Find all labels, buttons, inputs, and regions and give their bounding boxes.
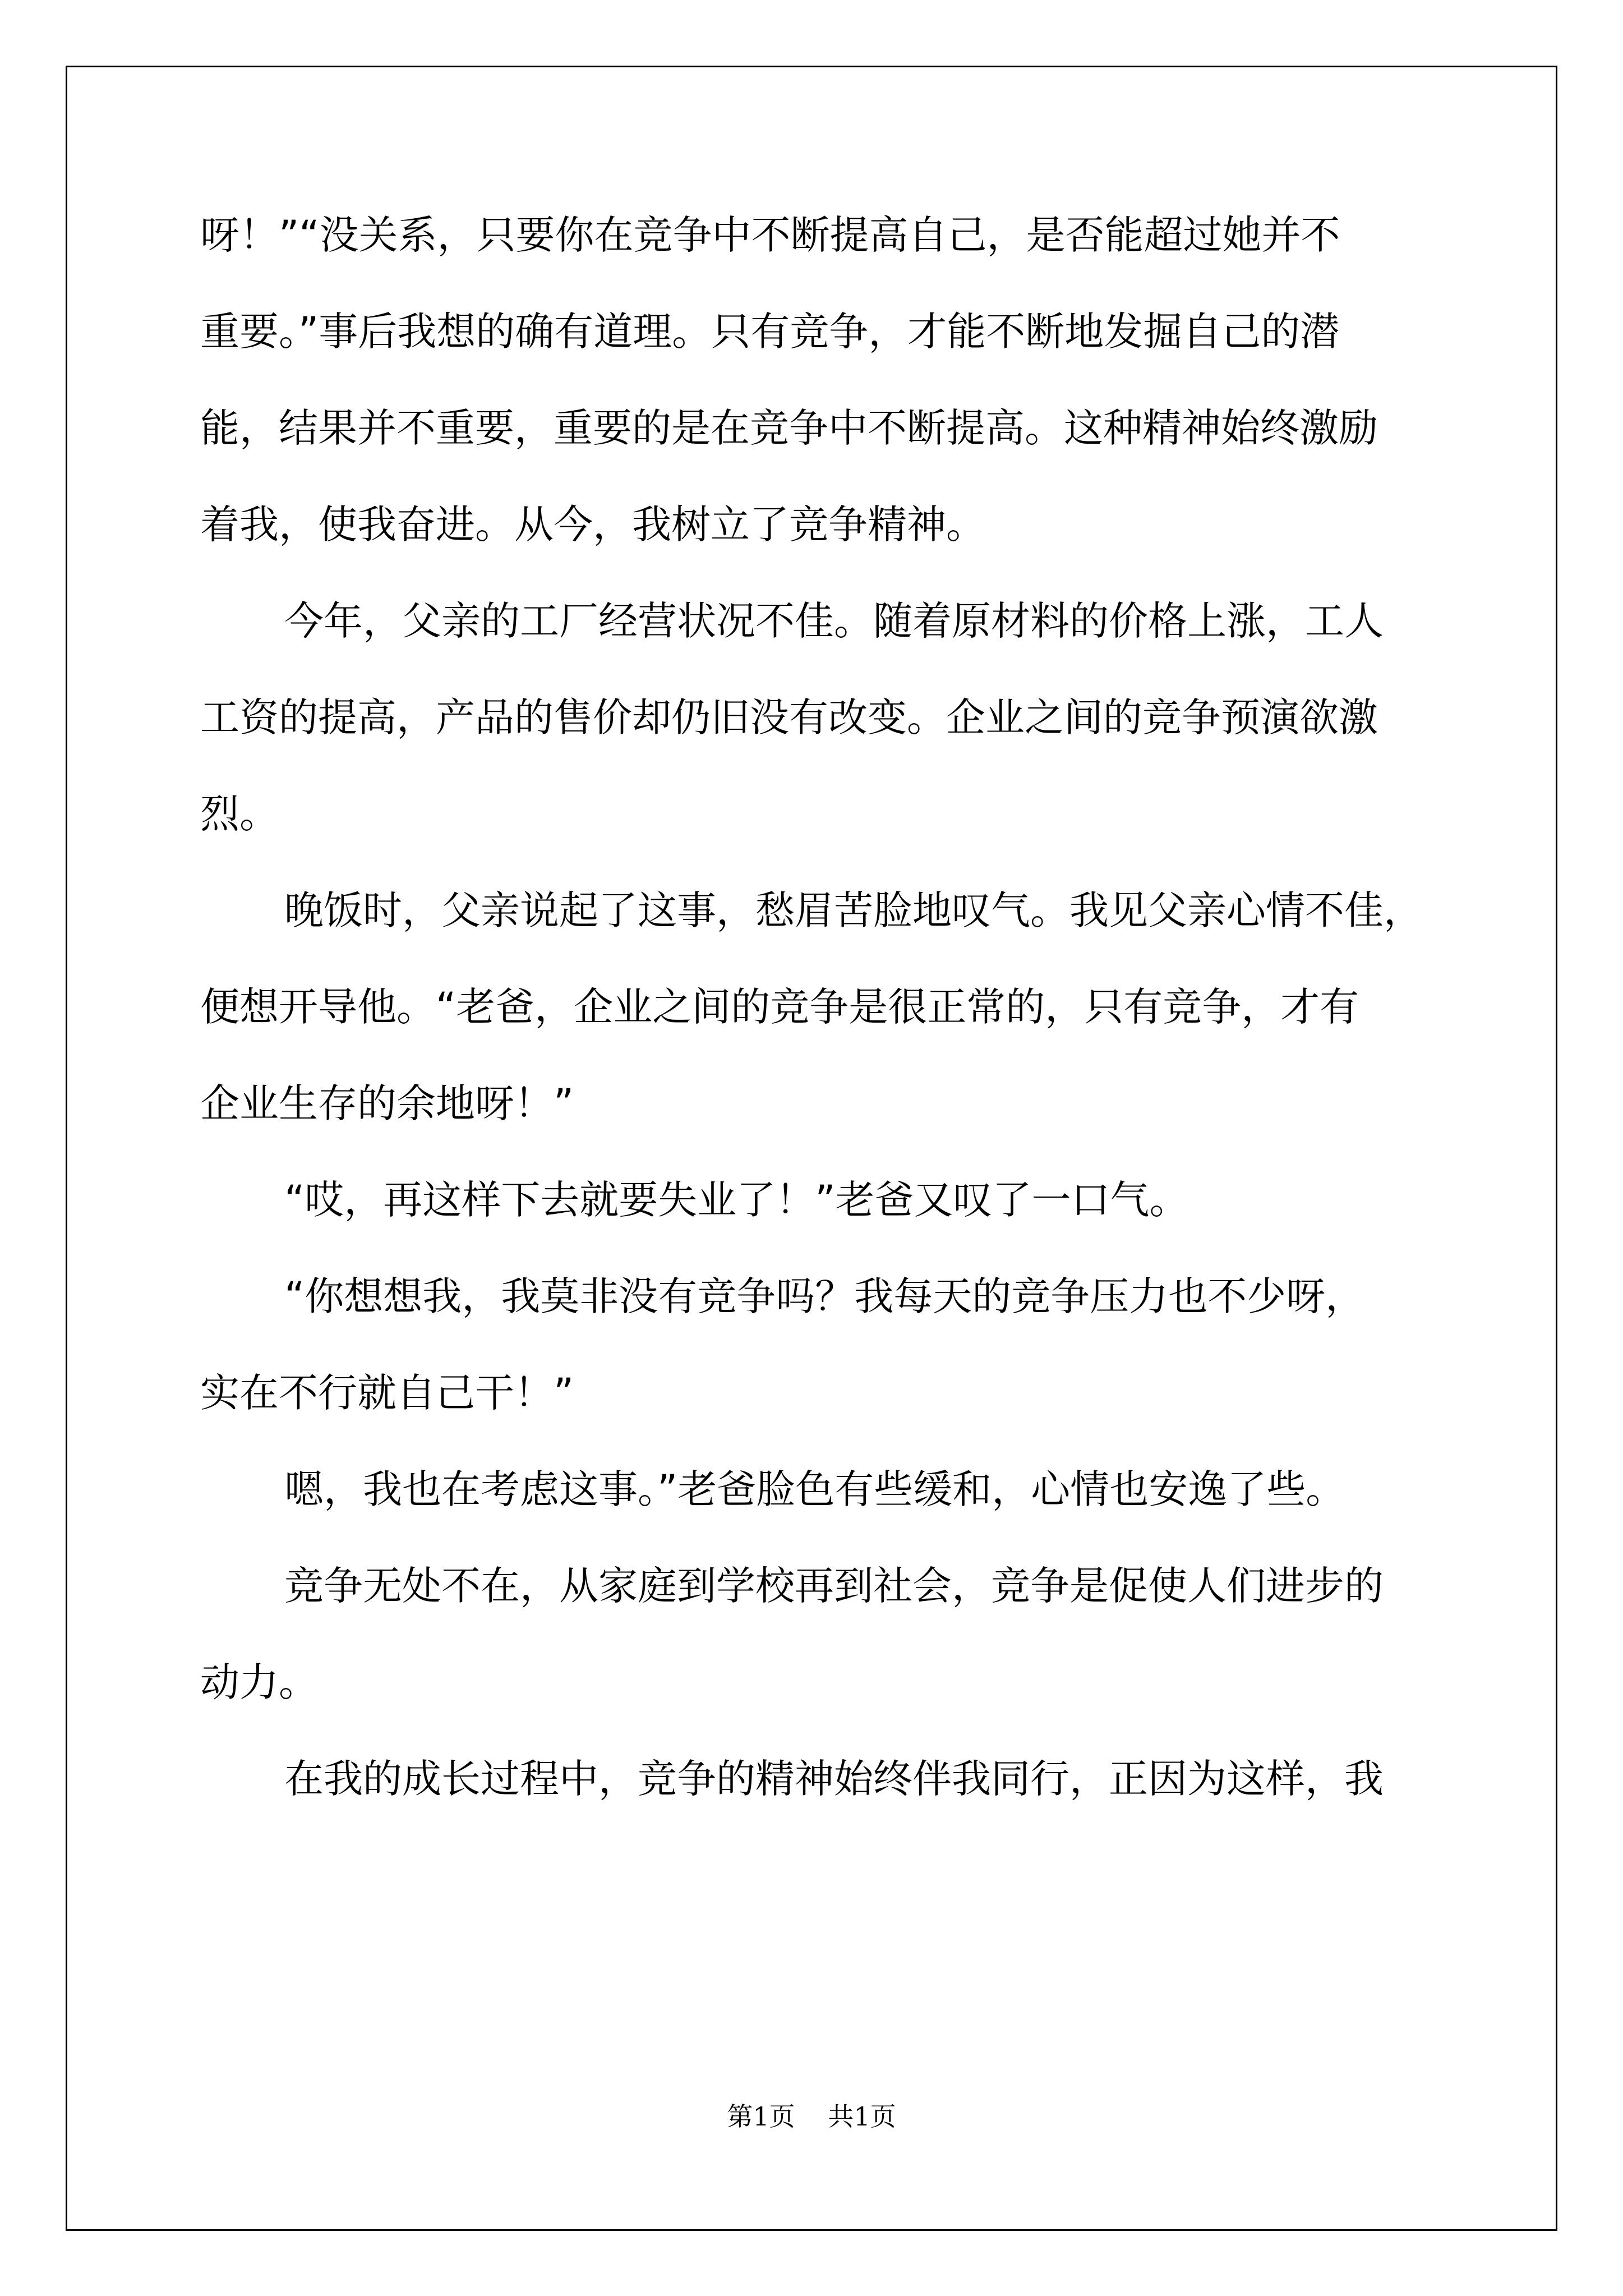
text-line: 着我，使我奋进。从今，我树立了竞争精神。 [200,501,985,547]
text-line: “你想想我，我莫非没有竞争吗？我每天的竞争压力也不少呀， [284,1273,1365,1319]
text-line: 在我的成长过程中，竞争的精神始终伴我同行，正因为这样，我 [284,1756,1384,1802]
text-line: “哎，再这样下去就要失业了！”老爸又叹了一口气。 [284,1177,1189,1223]
text-line: 能，结果并不重要，重要的是在竞争中不断提高。这种精神始终激励 [200,405,1378,451]
text-line: 实在不行就自己干！” [200,1370,574,1416]
page-number: 第1页 [727,2101,795,2132]
text-line: 企业生存的余地呀！” [200,1080,574,1126]
text-line: 重要。”事后我想的确有道理。只有竞争，才能不断地发掘自己的潜 [200,309,1340,355]
text-line: 嗯，我也在考虑这事。”老爸脸色有些缓和，心情也安逸了些。 [284,1466,1345,1512]
text-line: 今年，父亲的工厂经营状况不佳。随着原材料的价格上涨，工人 [284,598,1384,644]
page-footer [0,2096,1623,2133]
text-line: 晚饭时，父亲说起了这事，愁眉苦脸地叹气。我见父亲心情不佳， [284,887,1423,933]
text-line: 呀！”“没关系，只要你在竞争中不断提高自己，是否能超过她并不 [200,212,1340,258]
page-total: 共1页 [828,2101,896,2132]
text-line: 动力。 [200,1659,318,1705]
text-line: 烈。 [200,791,279,837]
text-line: 竞争无处不在，从家庭到学校再到社会，竞争是促使人们进步的 [284,1563,1384,1609]
page-border [66,66,1557,2231]
text-line: 工资的提高，产品的售价却仍旧没有改变。企业之间的竞争预演欲激 [200,694,1378,740]
text-line: 便想开导他。“老爸，企业之间的竞争是很正常的，只有竞争，才有 [200,984,1359,1030]
